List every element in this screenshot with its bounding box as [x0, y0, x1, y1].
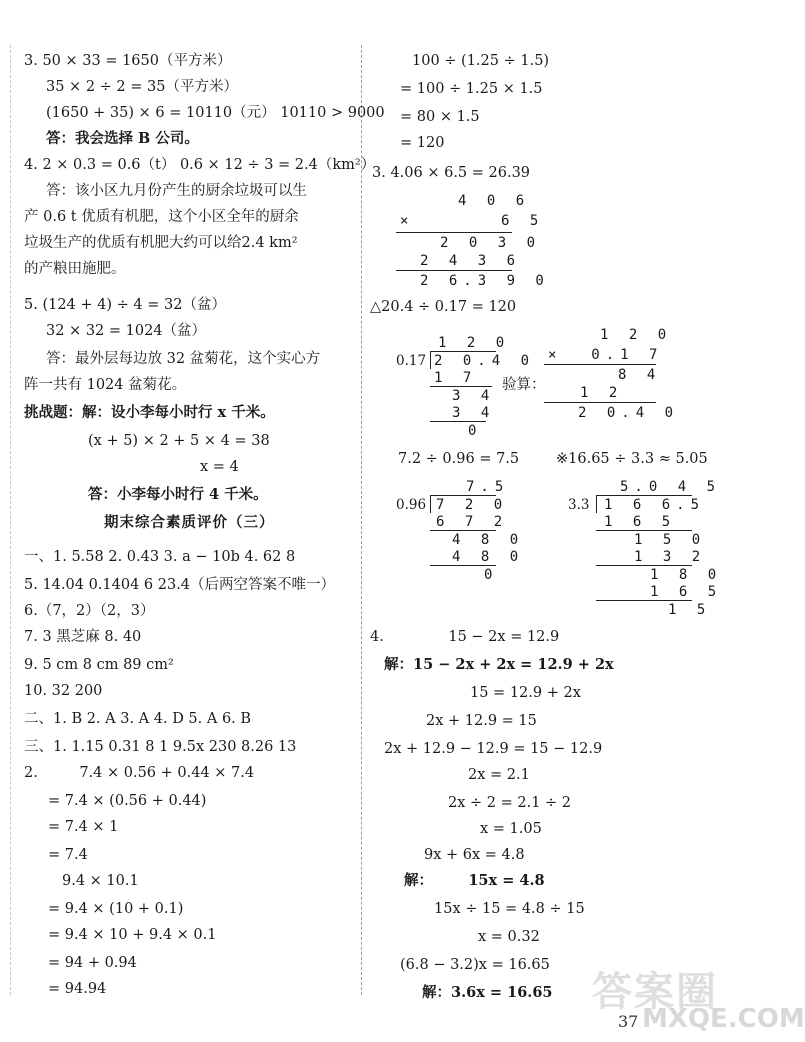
check-label: 验算： — [502, 377, 546, 393]
q3-line-2: 35 × 2 ÷ 2 = 35（平方米） — [46, 79, 238, 95]
check-top: 1 2 0 — [600, 327, 673, 343]
div3-dividend: 1 6 6.5 — [604, 497, 706, 513]
q4-eq2-line-2: 解： 15x = 4.8 — [404, 872, 545, 889]
q2-line-6: = 9.4 × (10 + 0.1) — [48, 901, 184, 917]
q5-answer-1: 答：最外层每边放 32 盆菊花，这个实心方 — [46, 351, 321, 367]
q5-line-1: 5. (124 + 4) ÷ 4 = 32（盆） — [24, 297, 226, 313]
q4-answer-4: 的产粮田施肥。 — [24, 261, 126, 277]
div3-step-5: 1 6 5 — [650, 584, 723, 600]
check-product: 2 0.4 0 — [578, 405, 680, 421]
part1-line-2: 5. 14.04 0.1404 6 23.4（后两空答案不唯一） — [24, 577, 336, 593]
q2-line-3: = 7.4 × 1 — [48, 819, 119, 835]
right-top-line-4: = 120 — [400, 135, 445, 151]
div1-step-1: 1 7 — [434, 370, 478, 386]
div3-divisor: 3.3 — [568, 497, 590, 513]
mult-bottom: × 6 5 — [400, 213, 545, 229]
q4-eq2-line-4: x = 0.32 — [478, 929, 540, 945]
q4-eq1-line-7: 2x ÷ 2 = 2.1 ÷ 2 — [448, 795, 572, 811]
check-bottom: × 0.1 7 — [548, 347, 664, 363]
check-rule-2 — [544, 402, 656, 403]
div3-bracket-side — [596, 495, 597, 513]
section-title: 期末综合素质评价（三） — [104, 514, 275, 531]
div2-remainder: 0 — [484, 567, 499, 583]
q4-eq1-line-5: 2x + 12.9 − 12.9 = 15 − 12.9 — [384, 741, 603, 757]
div3-step-4: 1 8 0 — [650, 567, 723, 583]
div3-step-1: 1 6 5 — [604, 514, 677, 530]
check-rule-1 — [544, 364, 656, 365]
div3-quotient: 5.0 4 5 — [620, 479, 722, 495]
q4-eq2-line-1: 9x + 6x = 4.8 — [424, 847, 525, 863]
q4-eq3-line-1: (6.8 − 3.2)x = 16.65 — [400, 957, 550, 973]
part1-line-4: 7. 3 黑芝麻 8. 40 — [24, 629, 142, 645]
q4-eq1-line-8: x = 1.05 — [480, 821, 542, 837]
q4-eq1-line-6: 2x = 2.1 — [468, 767, 530, 783]
q4-answer-2: 产 0.6 t 优质有机肥，这个小区全年的厨余 — [24, 209, 299, 225]
check-partial-2: 1 2 — [580, 385, 624, 401]
q4-eq2-line-3: 15x ÷ 15 = 4.8 ÷ 15 — [434, 901, 585, 917]
q4-eq1-line-1: 4. 15 − 2x = 12.9 — [370, 629, 560, 645]
challenge-equation: (x + 5) × 2 + 5 × 4 = 38 — [88, 433, 270, 449]
div2-equation: 7.2 ÷ 0.96 = 7.5 — [398, 451, 520, 467]
mult-rule-2 — [396, 270, 512, 271]
q5-line-2: 32 × 32 = 1024（盆） — [46, 323, 207, 339]
q2-line-1: 2. 7.4 × 0.56 + 0.44 × 7.4 — [24, 765, 255, 781]
part1-line-1: 一、1. 5.58 2. 0.43 3. a − 10b 4. 62 8 — [24, 549, 296, 565]
watermark-logo-text: 答案圈 — [592, 969, 718, 1015]
q5-answer-2: 阵一共有 1024 盆菊花。 — [24, 377, 187, 393]
div2-dividend: 7 2 0 — [436, 497, 509, 513]
div3-step-3: 1 3 2 — [634, 549, 707, 565]
div2-step-2: 4 8 0 — [452, 532, 525, 548]
div3-remainder: 1 5 — [668, 602, 712, 618]
div1-bracket-side — [430, 351, 431, 369]
div2-quotient: 7.5 — [466, 479, 510, 495]
div1-remainder: 0 — [468, 423, 483, 439]
mult-partial-2: 2 4 3 6 — [420, 253, 522, 269]
challenge-solution: x = 4 — [200, 459, 239, 475]
mult-rule-1 — [396, 232, 512, 233]
q4-eq3-line-2: 解：3.6x = 16.65 — [422, 984, 553, 1001]
part1-line-6: 10. 32 200 — [24, 683, 103, 699]
watermark-url: MXQE.COM — [642, 1004, 805, 1034]
div3-equation: ※16.65 ÷ 3.3 ≈ 5.05 — [556, 451, 708, 467]
div1-dividend: 2 0.4 0 — [434, 353, 536, 369]
left-margin-rule — [10, 45, 11, 995]
q4-answer-1: 答：该小区九月份产生的厨余垃圾可以生 — [46, 183, 307, 199]
right-top-line-2: = 100 ÷ 1.25 × 1.5 — [400, 81, 543, 97]
q3-answer: 答：我会选择 B 公司。 — [46, 130, 199, 147]
right-top-line-1: 100 ÷ (1.25 ÷ 1.5) — [412, 53, 550, 69]
part1-line-5: 9. 5 cm 8 cm 89 cm² — [24, 657, 174, 673]
q2-line-9: = 94.94 — [48, 981, 107, 997]
q4-eq1-line-4: 2x + 12.9 = 15 — [426, 713, 537, 729]
challenge-heading: 挑战题：解：设小李每小时行 x 千米。 — [24, 404, 275, 421]
div3-step-2: 1 5 0 — [634, 532, 707, 548]
site-watermark — [582, 960, 805, 1040]
q3-multiplication-eq: 3. 4.06 × 6.5 = 26.39 — [372, 165, 531, 181]
q3-line-3: (1650 + 35) × 6 = 10110（元） 10110 > 9000 — [46, 105, 385, 121]
div2-bracket-side — [430, 495, 431, 513]
mult-top: 4 0 6 — [458, 193, 531, 209]
q4-eq1-line-2: 解：15 − 2x + 2x = 12.9 + 2x — [384, 656, 614, 673]
check-partial-1: 8 4 — [618, 367, 662, 383]
q4-eq1-line-3: 15 = 12.9 + 2x — [470, 685, 581, 701]
q4-answer-3: 垃圾生产的优质有机肥大约可以给2.4 km² — [24, 235, 298, 251]
div2-divisor: 0.96 — [396, 497, 427, 513]
part1-line-3: 6.（7，2）（2，3） — [24, 603, 155, 619]
q2-line-5: 9.4 × 10.1 — [62, 873, 139, 889]
div2-step-3: 4 8 0 — [452, 549, 525, 565]
q2-line-8: = 94 + 0.94 — [48, 955, 137, 971]
challenge-answer: 答：小李每小时行 4 千米。 — [88, 486, 268, 503]
div1-divisor: 0.17 — [396, 353, 427, 369]
page-number: 37 — [618, 1012, 639, 1031]
part3-answers: 三、1. 1.15 0.31 8 1 9.5x 230 8.26 13 — [24, 739, 297, 755]
q3-line-1: 3. 50 × 33 = 1650（平方米） — [24, 53, 232, 69]
column-divider — [361, 45, 362, 995]
mult-product: 2 6.3 9 0 — [420, 273, 550, 289]
q4-line-1: 4. 2 × 0.3 = 0.6（t） 0.6 × 12 ÷ 3 = 2.4（km²） — [24, 157, 376, 173]
div1-step-3: 3 4 — [452, 405, 496, 421]
q2-line-4: = 7.4 — [48, 847, 88, 863]
div2-step-1: 6 7 2 — [436, 514, 509, 530]
div1-quotient: 1 2 0 — [438, 335, 511, 351]
div1-equation: △20.4 ÷ 0.17 = 120 — [370, 299, 517, 315]
part2-answers: 二、1. B 2. A 3. A 4. D 5. A 6. B — [24, 711, 252, 727]
mult-partial-1: 2 0 3 0 — [440, 235, 542, 251]
q2-line-7: = 9.4 × 10 + 9.4 × 0.1 — [48, 927, 217, 943]
right-top-line-3: = 80 × 1.5 — [400, 109, 480, 125]
div1-step-2: 3 4 — [452, 388, 496, 404]
q2-line-2: = 7.4 × (0.56 + 0.44) — [48, 793, 207, 809]
